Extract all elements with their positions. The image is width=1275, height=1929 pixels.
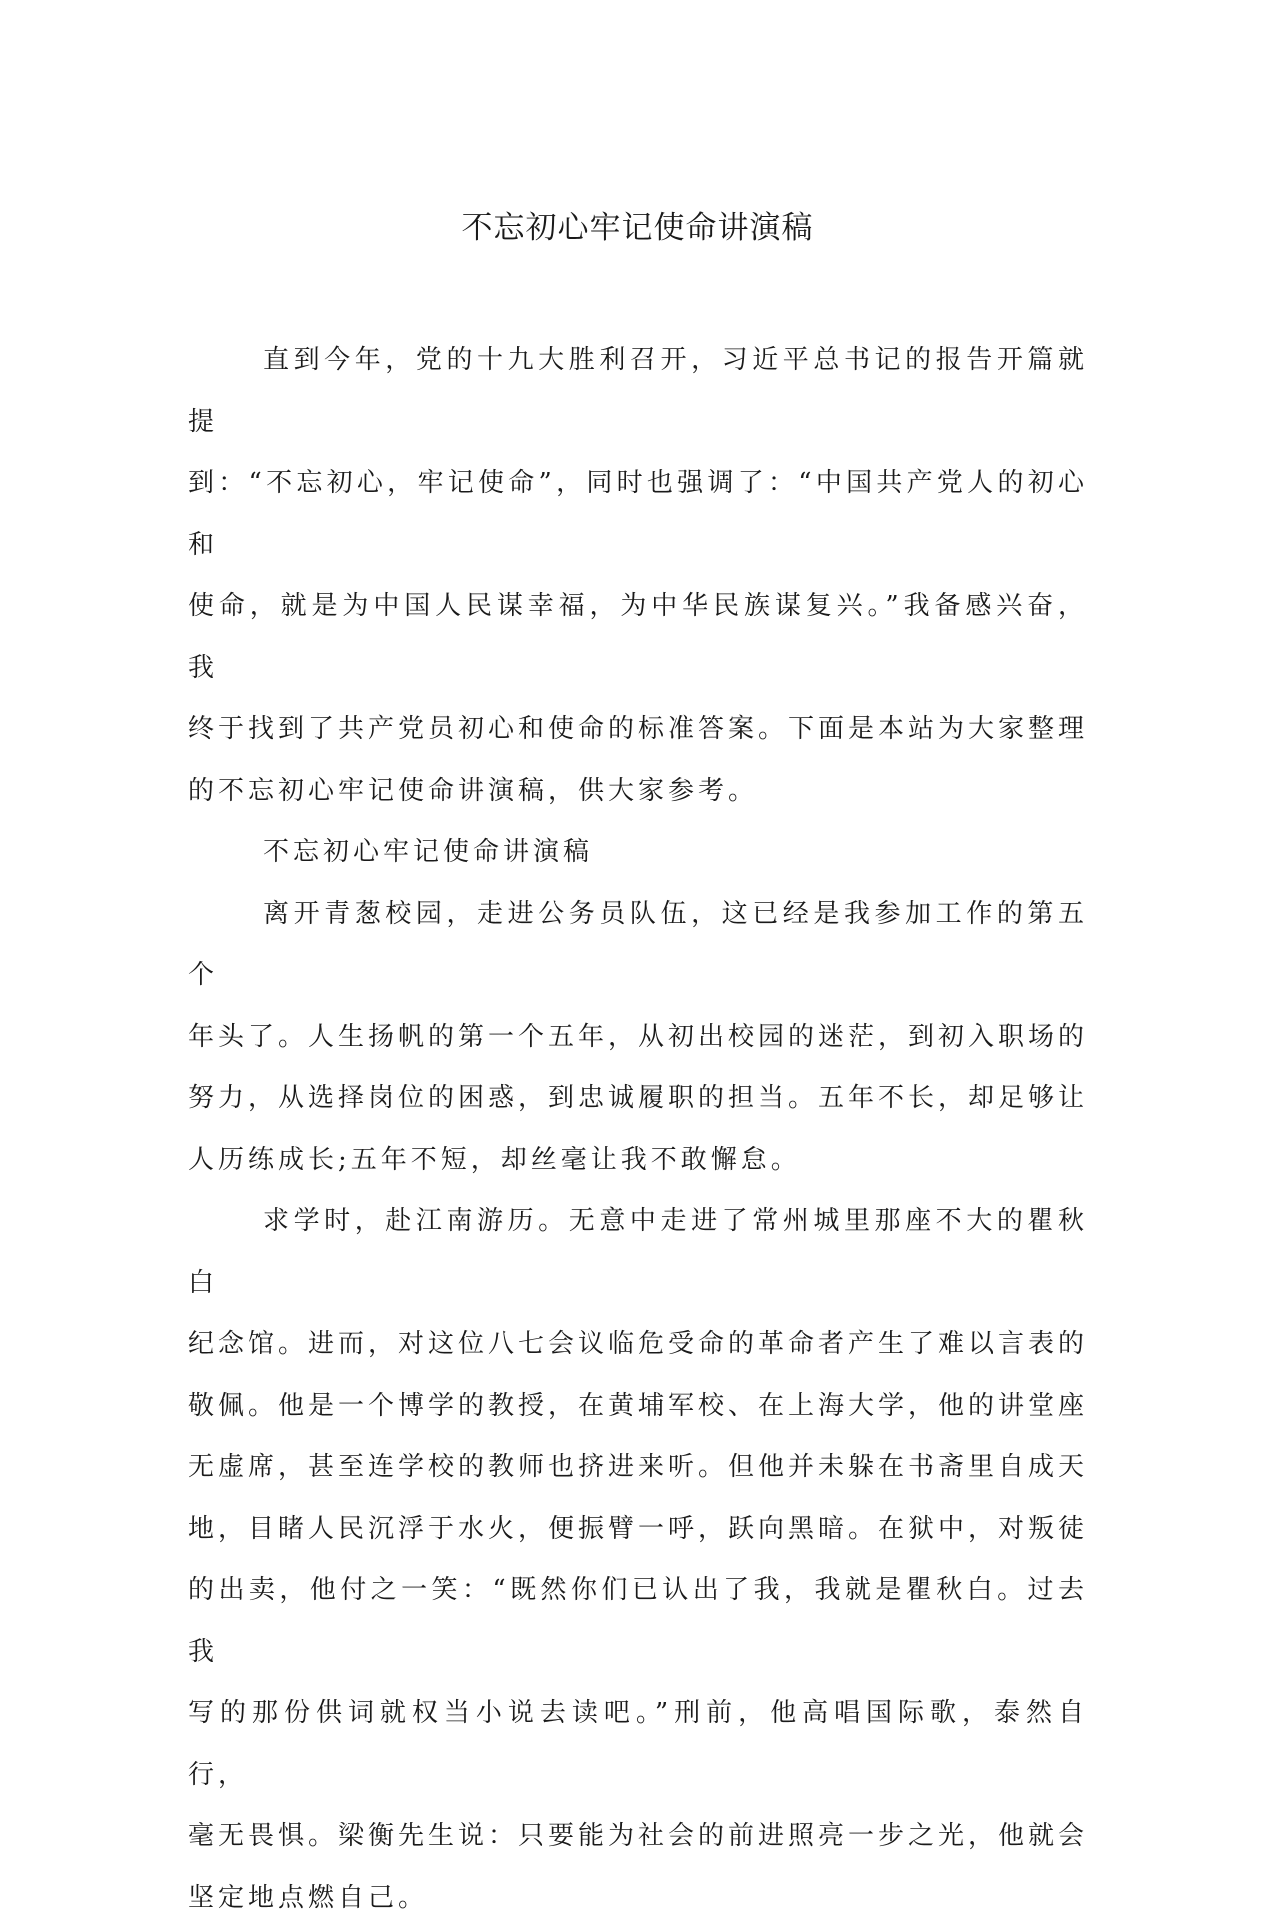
text-line: 人历练成长;五年不短，却丝毫让我不敢懈怠。 [188,1130,1088,1192]
text-line: 使命，就是为中国人民谋幸福，为中华民族谋复兴。”我备感兴奋，我 [188,576,1088,699]
text-line: 敬佩。他是一个博学的教授，在黄埔军校、在上海大学，他的讲堂座 [188,1376,1088,1438]
text-line: 坚定地点燃自己。 [188,1868,1088,1929]
text-line: 离开青葱校园，走进公务员队伍，这已经是我参加工作的第五个 [188,884,1088,1007]
text-line: 终于找到了共产党员初心和使命的标准答案。下面是本站为大家整理 [188,699,1088,761]
section-heading [188,822,1088,884]
text-line: 直到今年，党的十九大胜利召开，习近平总书记的报告开篇就提 [188,330,1088,453]
text-line: 努力，从选择岗位的困惑，到忠诚履职的担当。五年不长，却足够让 [188,1068,1088,1130]
text-line: 到：“不忘初心，牢记使命”，同时也强调了：“中国共产党人的初心和 [188,453,1088,576]
document-body [188,330,1088,1929]
text-line: 地，目睹人民沉浮于水火，便振臂一呼，跃向黑暗。在狱中，对叛徒 [188,1499,1088,1561]
paragraph-intro [188,330,1088,822]
document-title: 不忘初心牢记使命讲演稿 [0,208,1275,248]
text-line: 写的那份供词就权当小说去读吧。”刑前，他高唱国际歌，泰然自行， [188,1683,1088,1806]
text-line: 求学时，赴江南游历。无意中走进了常州城里那座不大的瞿秋白 [188,1191,1088,1314]
text-line: 毫无畏惧。梁衡先生说：只要能为社会的前进照亮一步之光，他就会 [188,1806,1088,1868]
text-line: 年头了。人生扬帆的第一个五年，从初出校园的迷茫，到初入职场的 [188,1007,1088,1069]
text-line: 的不忘初心牢记使命讲演稿，供大家参考。 [188,761,1088,823]
text-line: 的出卖，他付之一笑：“既然你们已认出了我，我就是瞿秋白。过去我 [188,1560,1088,1683]
paragraph-qiubai [188,1191,1088,1929]
paragraph-career [188,884,1088,1192]
text-line: 纪念馆。进而，对这位八七会议临危受命的革命者产生了难以言表的 [188,1314,1088,1376]
text-line: 无虚席，甚至连学校的教师也挤进来听。但他并未躲在书斋里自成天 [188,1437,1088,1499]
text-line: 不忘初心牢记使命讲演稿 [188,822,1088,884]
